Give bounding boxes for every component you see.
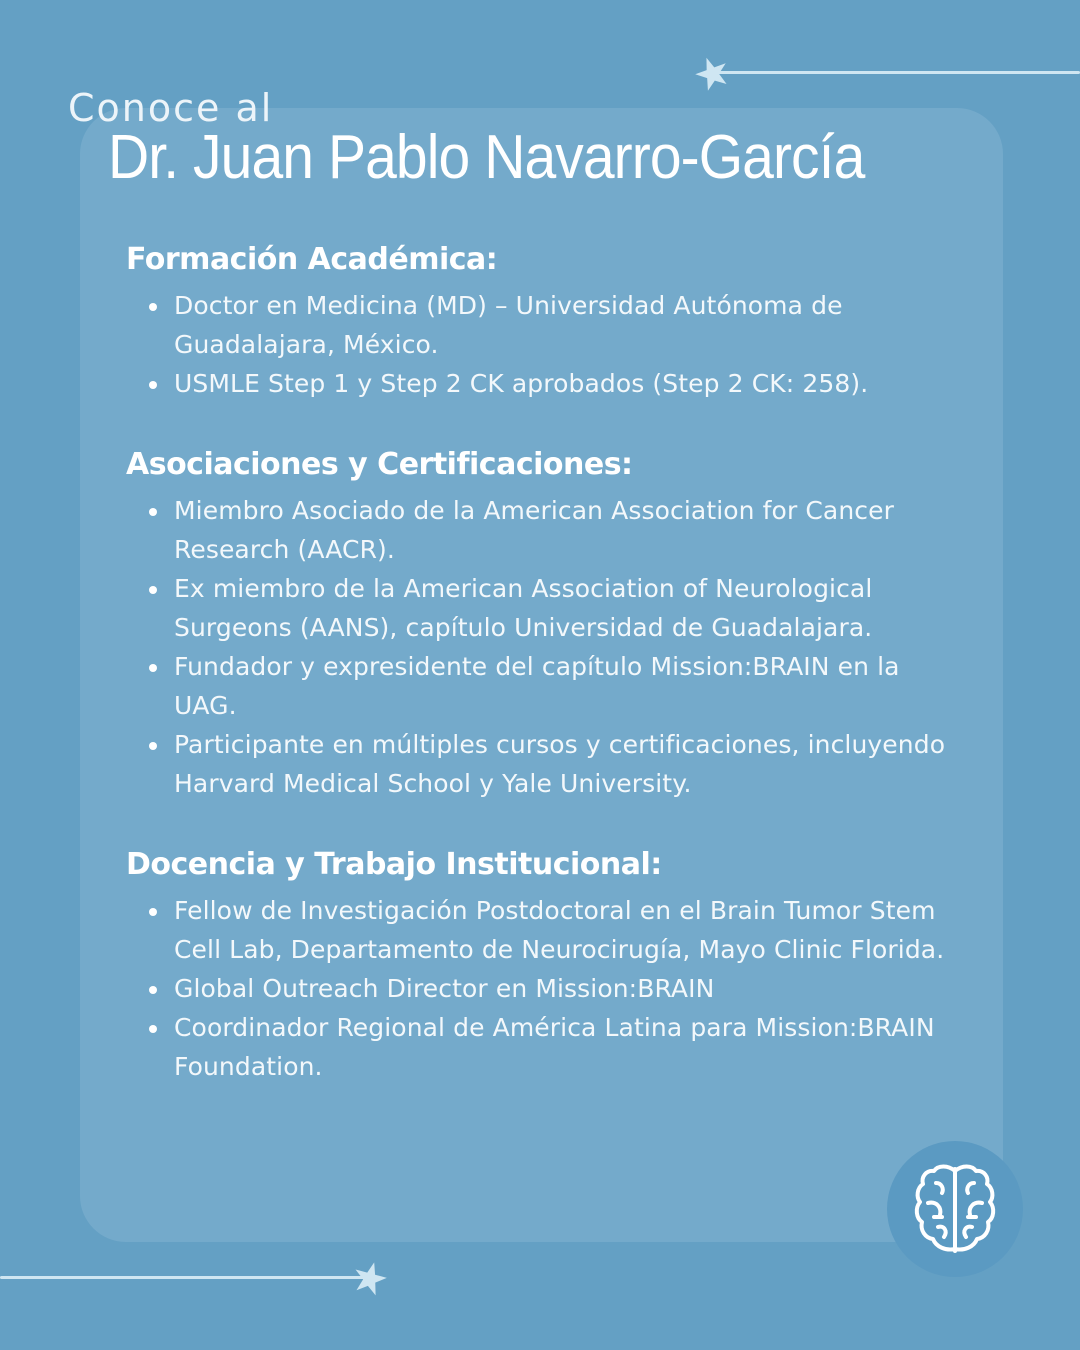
bullet-list [126,491,946,803]
section-teaching [126,843,946,1086]
section-education [126,238,946,403]
section-heading: Docencia y Trabajo Institucional: [126,847,662,882]
brain-badge [887,1141,1023,1277]
list-item: Doctor en Medicina (MD) – Universidad Autónoma de Guadalajara, México. [174,286,946,364]
star-icon [694,55,730,91]
section-heading: Asociaciones y Certificaciones: [126,447,633,482]
bullet-list [126,891,946,1086]
bullet-list [126,286,946,403]
section-heading: Formación Académica: [126,242,498,277]
list-item: Ex miembro de la American Association of Neurological Surgeons (AANS), capítulo Universidad de Guadalajara. [174,569,946,647]
list-item: Global Outreach Director en Mission:BRAIN [174,969,946,1008]
list-item: Coordinador Regional de América Latina para Mission:BRAIN Foundation. [174,1008,946,1086]
brain-icon [912,1161,998,1257]
star-icon [352,1260,388,1296]
intro-kicker: Conoce al [68,86,274,130]
bio-content [126,238,946,1126]
page-title: Dr. Juan Pablo Navarro-García [108,123,865,192]
section-associations [126,443,946,803]
list-item: Participante en múltiples cursos y certificaciones, incluyendo Harvard Medical School y Yale University. [174,725,946,803]
list-item: Miembro Asociado de la American Association for Cancer Research (AACR). [174,491,946,569]
list-item: Fellow de Investigación Postdoctoral en el Brain Tumor Stem Cell Lab, Departamento de Neurocirugía, Mayo Clinic Florida. [174,891,946,969]
decorative-line-bottom [0,1276,365,1279]
list-item: USMLE Step 1 y Step 2 CK aprobados (Step 2 CK: 258). [174,364,946,403]
list-item: Fundador y expresidente del capítulo Mission:BRAIN en la UAG. [174,647,946,725]
decorative-line-top [715,71,1080,74]
